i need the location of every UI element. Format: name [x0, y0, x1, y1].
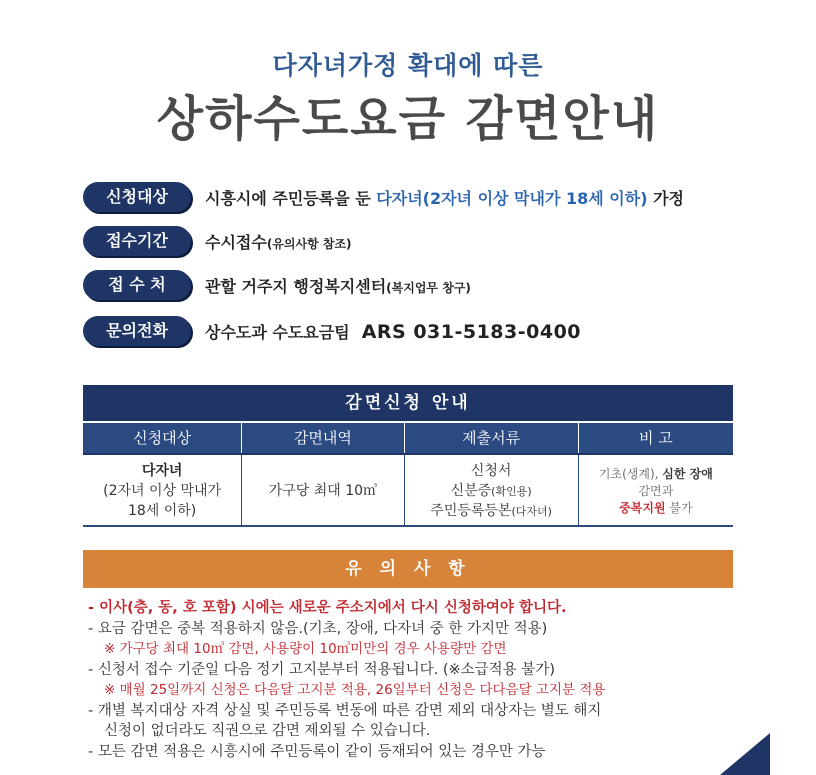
- title-sub: 다자녀가정 확대에 따른: [272, 51, 544, 80]
- place-text: 관할 거주지 행정복지센터(복지업무 창구): [205, 276, 471, 296]
- notice-line: - 이사(층, 동, 호 포함) 시에는 새로운 주소지에서 다시 신청하여야 합니다.: [88, 600, 567, 616]
- target-text: 시흥시에 주민등록을 둔 다자녀(2자녀 이상 막내가 18세 이하) 가정: [205, 188, 684, 208]
- notice-line: - 요금 감면은 중복 적용하지 않음.(기초, 장애, 다자녀 중 한 가지만 적용): [88, 620, 548, 637]
- phone-number: ARS 031-5183-0400: [361, 320, 582, 343]
- notice-line: - 신청서 접수 기준일 다음 정기 고지분부터 적용됩니다. (※소급적용 불가): [88, 661, 555, 678]
- notice-title: 유 의 사 항: [83, 550, 733, 588]
- label-place: 접 수 처: [83, 270, 191, 300]
- header-benefit: 감면내역: [242, 423, 404, 453]
- notice-line: - 모든 감면 적용은 시흥시에 주민등록이 같이 등재되어 있는 경우만 가능: [88, 743, 546, 760]
- title-main: 상하수도요금 감면안내: [156, 91, 660, 147]
- cell-documents: 신청서 신분증(확인용) 주민등록등본(다자녀): [405, 455, 579, 525]
- contact-text: 상수도과 수도요금팀 ARS 031-5183-0400: [205, 320, 582, 343]
- notice-line: ※ 가구당 최대 10㎥ 감면, 사용량이 10㎥미만의 경우 사용량만 감면: [104, 641, 507, 657]
- info-row-contact: [83, 314, 581, 348]
- table-title: 감면신청 안내: [83, 385, 733, 421]
- corner-decoration: [720, 733, 770, 775]
- notice-line: 신청이 없더라도 직권으로 감면 제외될 수 있습니다.: [104, 723, 431, 739]
- label-target: 신청대상: [83, 182, 191, 212]
- reduction-table: [83, 385, 733, 527]
- info-row-period: [83, 224, 352, 258]
- label-period: 접수기간: [83, 226, 191, 256]
- notice-line: ※ 매월 25일까지 신청은 다음달 고지분 적용, 26일부터 신청은 다다음달 고지분 적용: [104, 682, 606, 698]
- info-row-target: [83, 180, 684, 214]
- header-remark: 비 고: [638, 429, 673, 447]
- cell-benefit: 가구당 최대 10㎥: [242, 455, 404, 525]
- notice-line: - 개별 복지대상 자격 상실 및 주민등록 변동에 따른 감면 제외 대상자는 별도 해지: [88, 702, 602, 719]
- info-row-place: [83, 268, 471, 302]
- table-header-row: [83, 423, 733, 453]
- label-contact: 문의전화: [83, 316, 191, 346]
- cell-target: 다자녀 (2자녀 이상 막내가 18세 이하): [83, 455, 242, 525]
- notice-list: [88, 598, 748, 762]
- cell-remark: 기초(생계), 심한 장애 감면과 중복지원 불가: [598, 466, 713, 515]
- header-documents: 제출서류: [405, 423, 579, 453]
- period-text: 수시접수(유의사항 참조): [205, 232, 352, 252]
- table-row: [83, 453, 733, 527]
- header-target: 신청대상: [83, 423, 242, 453]
